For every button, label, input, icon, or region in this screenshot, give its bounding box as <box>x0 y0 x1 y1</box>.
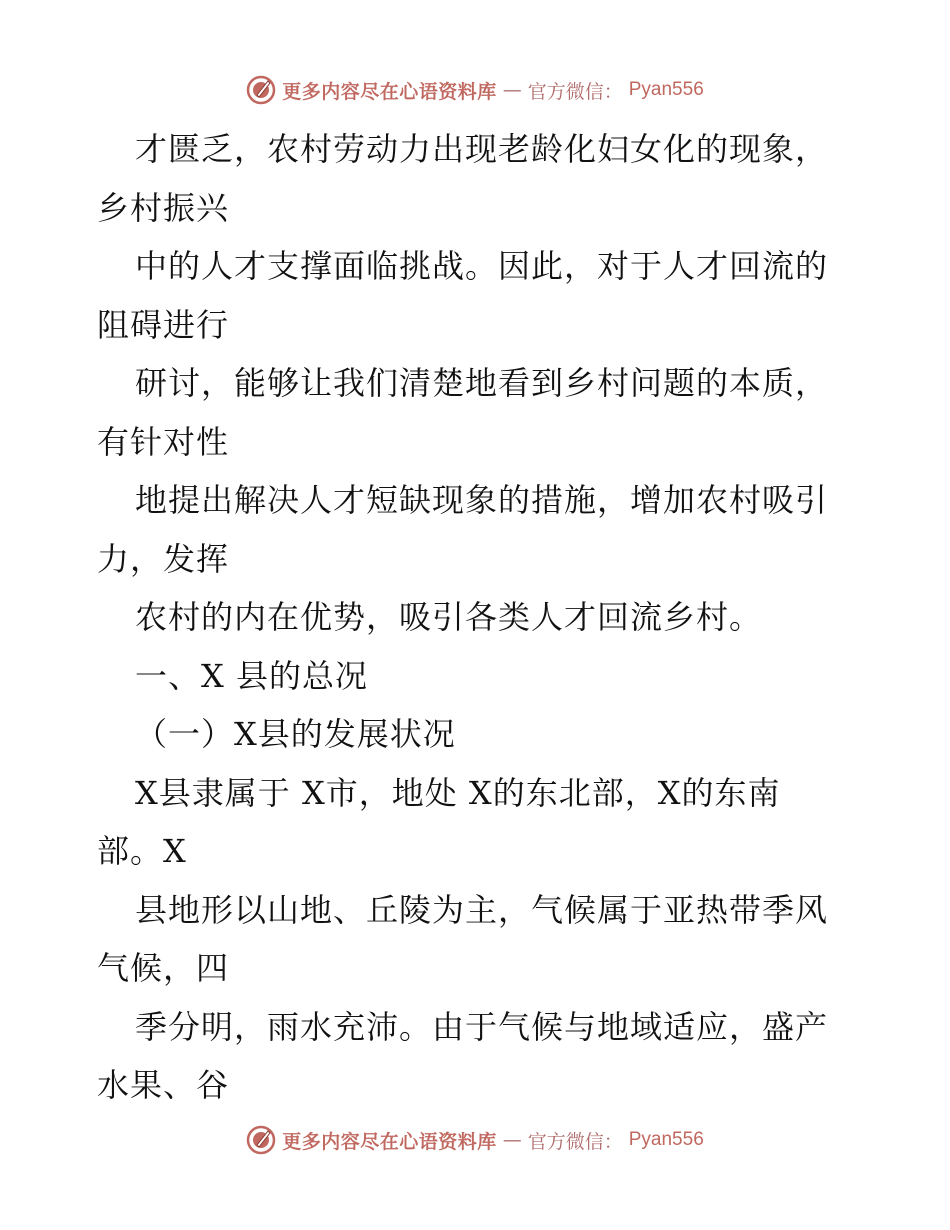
text-line: 阻碍进行 <box>97 305 230 344</box>
watermark-id: Pyan556 <box>628 1129 704 1150</box>
watermark-official: 官方微信： <box>527 80 623 103</box>
text-line: 季分明，雨水充沛。由于气候与地域适应，盛产 <box>135 1007 829 1046</box>
text-line: 部。X <box>97 832 187 870</box>
text-line: 力，发挥 <box>97 539 230 578</box>
footer-watermark <box>0 1120 950 1160</box>
watermark-dash: — <box>502 79 522 101</box>
header-watermark <box>0 70 950 110</box>
watermark-brand: 更多内容尽在心语资料库 <box>282 1130 497 1153</box>
text-line: 地提出解决人才短缺现象的措施，增加农村吸引 <box>135 481 829 519</box>
text-line: 中的人才支撑面临挑战。因此，对于人才回流的 <box>135 247 829 285</box>
watermark-id: Pyan556 <box>628 79 704 100</box>
text-line: 县地形以山地、丘陵为主，气候属于亚热带季风 <box>135 890 829 929</box>
text-line: 农村的内在优势，吸引各类人才回流乡村。 <box>135 598 763 636</box>
text-line: 研讨，能够让我们清楚地看到乡村问题的本质， <box>135 364 829 402</box>
watermark-brand: 更多内容尽在心语资料库 <box>282 80 497 103</box>
pen-logo-icon <box>246 75 276 105</box>
watermark-dash: — <box>502 1129 522 1151</box>
text-line: 气候，四 <box>97 949 230 987</box>
section-heading: 一、X 县的总况 <box>135 656 368 695</box>
document-body <box>97 120 857 1115</box>
subsection-heading: （一）X县的发展状况 <box>135 715 456 753</box>
pen-logo-icon <box>246 1125 276 1155</box>
text-line: X县隶属于 X市，地处 X的东北部，X的东南 <box>135 773 781 812</box>
text-line: 乡村振兴 <box>97 188 230 227</box>
watermark-official: 官方微信： <box>527 1130 623 1153</box>
text-line: 有针对性 <box>97 422 230 461</box>
text-line: 才匮乏，农村劳动力出现老龄化妇女化的现象， <box>135 130 829 168</box>
text-line: 水果、谷 <box>97 1066 230 1104</box>
